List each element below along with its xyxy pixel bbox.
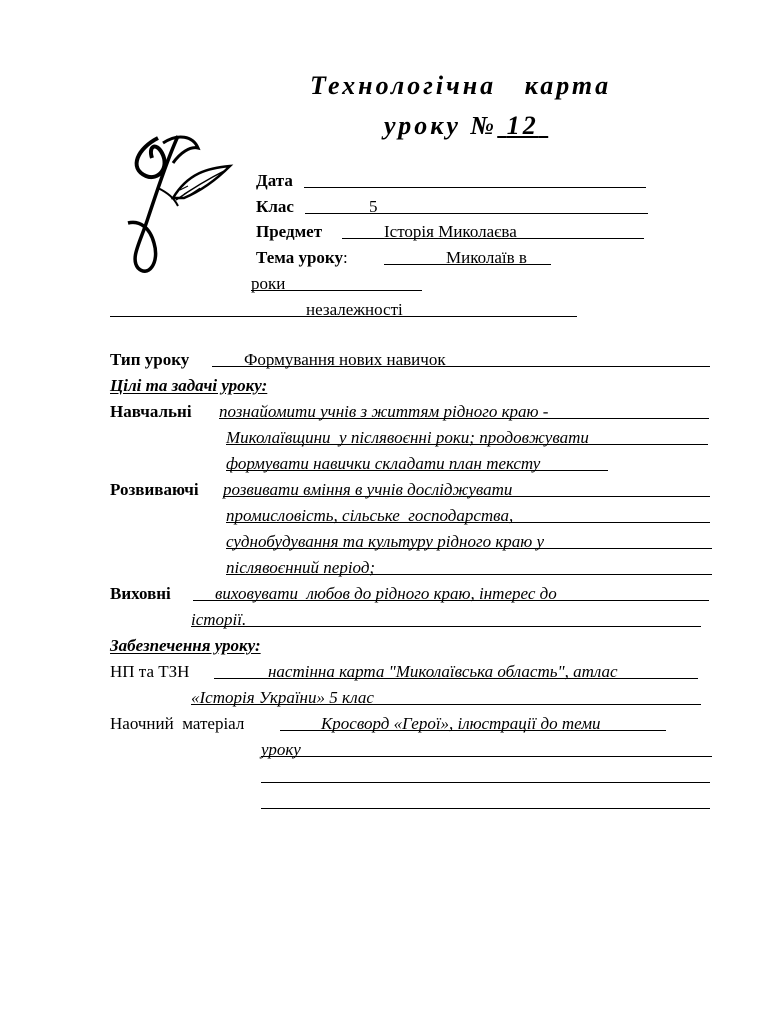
date-line — [304, 187, 646, 188]
edu-text-2b: продовжувати — [479, 428, 589, 447]
title-line2 — [384, 111, 548, 141]
upb-text-2: історії. — [191, 610, 247, 629]
goals-heading: Цілі та задачі уроку: — [110, 376, 268, 395]
topic-value-3: незалежності — [306, 300, 403, 319]
lesson-number-value: 12 — [506, 111, 539, 140]
np-text-1: настінна карта "Миколаївська область", атлас — [268, 662, 618, 681]
visual-line-2 — [261, 756, 712, 757]
edu-text-3: формувати навички складати план тексту — [226, 454, 541, 473]
edu-text-1: познайомити учнів з життям рідного краю - — [219, 402, 549, 421]
title-line2-prefix: уроку № — [384, 111, 498, 140]
lesson-number — [497, 111, 548, 140]
type-value: Формування нових навичок — [244, 350, 446, 369]
upb-label: Виховні — [110, 584, 171, 603]
class-value: 5 — [369, 197, 378, 216]
dev-text-2: промисловість, сільське господарства, — [226, 506, 514, 525]
subject-label: Предмет — [256, 222, 323, 241]
date-label: Дата — [256, 171, 293, 190]
dev-text-4: післявоєнний період; — [226, 558, 376, 577]
np-text-2: «Історія України» 5 клас — [191, 688, 374, 707]
blank-line-2 — [261, 808, 710, 809]
edu-text-2a: Миколаївщини у післявоєнні роки — [226, 428, 470, 447]
topic-value-2: роки — [251, 274, 286, 293]
provision-heading: Забезпечення уроку: — [110, 636, 261, 655]
blank-line-1 — [261, 782, 710, 783]
type-label: Тип уроку — [110, 350, 190, 369]
upb-line-2 — [191, 626, 701, 627]
dev-text-1: розвивати вміння в учнів досліджувати — [223, 480, 513, 499]
dev-text-3: суднобудування та культуру рідного краю у — [226, 532, 545, 551]
visual-text-2: уроку — [261, 740, 301, 759]
topic-label: Тема уроку: — [256, 248, 348, 267]
class-label: Клас — [256, 197, 294, 216]
subject-value: Історія Миколаєва — [384, 222, 517, 241]
np-label: НП та ТЗН — [110, 662, 190, 681]
visual-label: Наочний матеріал — [110, 714, 245, 733]
class-line — [305, 213, 648, 214]
edu-label: Навчальні — [110, 402, 192, 421]
title-line1: Технологічна карта — [310, 71, 612, 100]
visual-text-1: Кросворд «Герої», ілюстрації до теми — [321, 714, 601, 733]
upb-text-1: виховувати любов до рідного краю, інтерес до — [215, 584, 557, 603]
topic-label-text: Тема уроку — [256, 248, 343, 267]
edu-text-2: Миколаївщини у післявоєнні роки; продовжувати — [226, 428, 589, 447]
dev-label: Розвиваючі — [110, 480, 199, 499]
topic-value-1: Миколаїв в — [446, 248, 527, 267]
quill-logo-icon — [118, 128, 238, 278]
